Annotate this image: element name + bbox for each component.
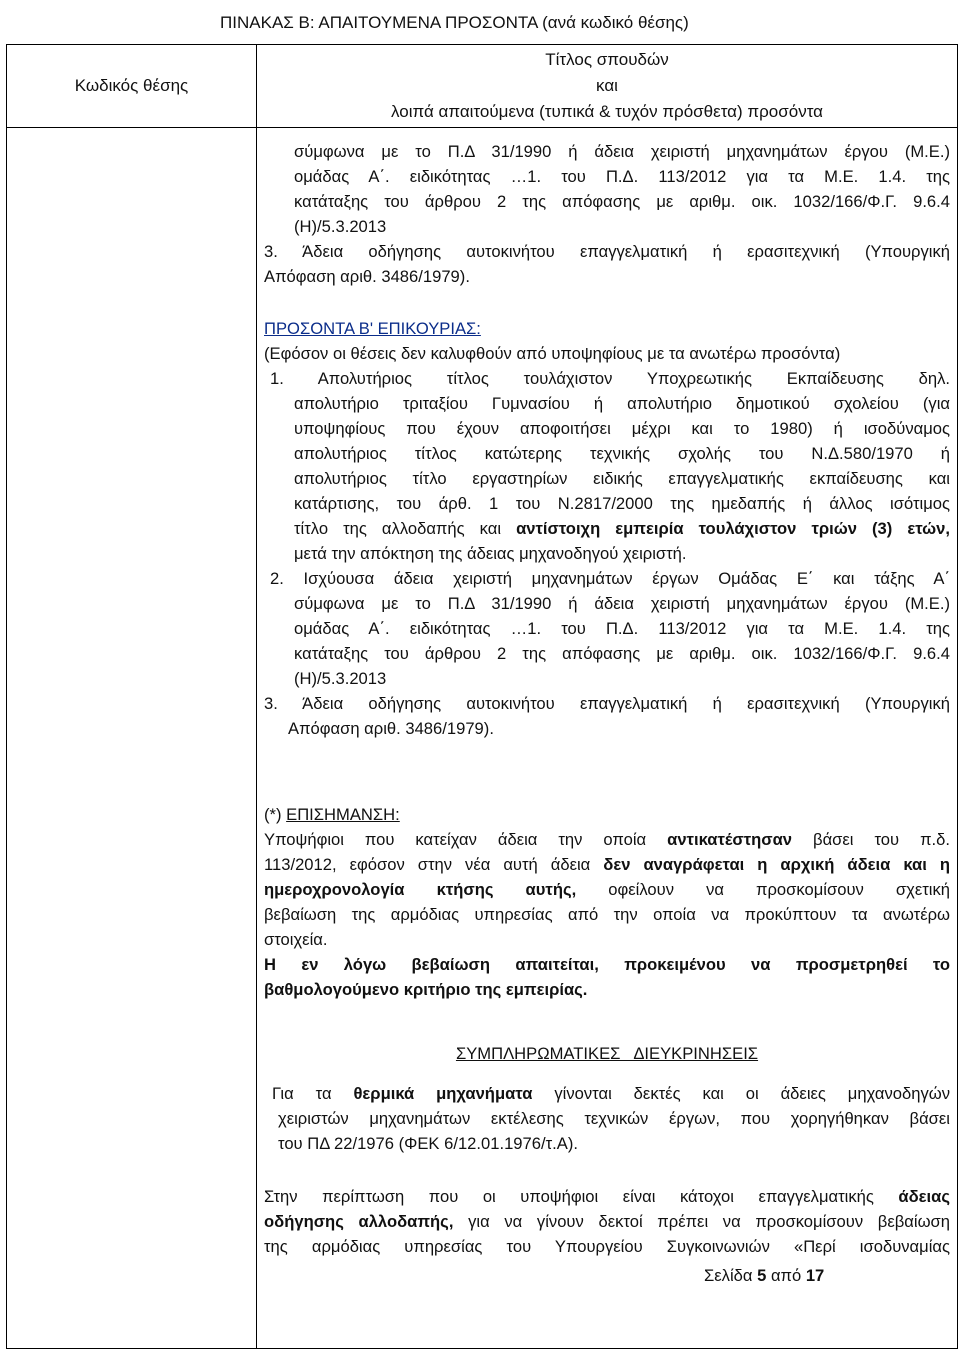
text-bold: άδειας [898,1187,950,1206]
text-line: της αρμόδιας υπηρεσίας του Υπουργείου Συγκοινωνιών «Περί ισοδυναμίας [264,1237,950,1256]
text-line [264,877,950,902]
footer-page-number: 5 [757,1266,767,1285]
text-line: σύμφωνα με το Π.Δ 31/1990 ή άδεια χειριστή μηχανημάτων έργου (Μ.Ε.) [294,594,950,613]
footer-mid: από [766,1266,806,1285]
text-line [264,977,950,1002]
text-line [264,1209,950,1234]
list-item: 3. Άδεια οδήγησης αυτοκινήτου επαγγελματική ή ερασιτεχνική (Υπουργική [264,694,950,713]
supplementary-block [264,1041,950,1066]
text-line [264,827,950,852]
footer-prefix: Σελίδα [704,1266,758,1285]
text-line: Απόφαση αριθ. 3486/1979). [264,267,470,286]
text-bold: ημεροχρονολογία κτήσης αυτής, [264,880,577,899]
table-header-row [7,45,958,128]
list-item: 2. Ισχύουσα άδεια χειριστή μηχανημάτων έργων Ομάδας Ε΄ και τάξης Α΄ [270,569,950,588]
text-line: του ΠΔ 22/1976 (ΦΕΚ 6/12.01.1976/τ.Α). [278,1134,578,1153]
notice-block [264,802,950,1002]
text-line [264,852,950,877]
supplementary-heading [264,1041,950,1066]
header-qualifications-line1: Τίτλος σπουδών [545,50,669,69]
text-line: 3. Άδεια οδήγησης αυτοκινήτου επαγγελματική ή ερασιτεχνική (Υπουργική [264,242,950,261]
text-line [264,1184,950,1209]
text-span: τίτλο της αλλοδαπής και [294,519,517,538]
text-line: μετά την απόκτηση της άδειας μηχανοδηγού χειριστή. [294,544,687,563]
secondary-qualifications-heading [264,316,950,341]
text-line: υποψηφίους που έχουν αποφοιτήσει μέχρι και το 1980) ή ισοδύναμος [294,419,950,438]
text-line: ομάδας Α΄. ειδικότητας …1. του Π.Δ. 113/2012 για τα Μ.Ε. 1.4. της [294,167,950,186]
text-line: απολυτήριος τίτλος κατώτερης τεχνικής σχολής του Ν.Δ.580/1970 ή [294,444,950,463]
footer-page-total: 17 [805,1266,825,1285]
list-item: 1. Απολυτήριος τίτλος τουλάχιστον Υποχρεωτικής Εκπαίδευσης δηλ. [270,369,950,388]
text-span: Στην περίπτωση που οι υποψήφιοι είναι κάτοχοι επαγγελματικής [264,1187,899,1206]
secondary-qualifications [264,316,950,741]
text-line [264,516,950,541]
text-span: Για τα [272,1084,354,1103]
text-line: κατάταξης του άρθρου 2 της απόφασης με αριθμ. οικ. 1032/166/Φ.Γ. 9.6.4 [294,192,950,211]
notice-title: ΕΠΙΣΗΜΑΝΣΗ: [286,805,400,824]
text-span: Υποψήφιοι που κατείχαν άδεια την οποία [264,830,668,849]
text-line: (Η)/5.3.2013 [294,217,387,236]
text-bold: θερμικά μηχανήματα [353,1084,533,1103]
text-line [264,952,950,977]
position-code-cell [7,128,257,1349]
page-title: ΠΙΝΑΚΑΣ Β: ΑΠΑΙΤΟΥΜΕΝΑ ΠΡΟΣΟΝΤΑ (ανά κωδικό θέσης) [220,13,689,32]
text-span: γίνονται δεκτές και οι άδειες μηχανοδηγών [532,1084,950,1103]
header-qualifications-line3: λοιπά απαιτούμενα (τυπικά & τυχόν πρόσθετα) προσόντα [391,102,823,121]
text-line: χειριστών μηχανημάτων εκτέλεσης τεχνικών έργων, που χορηγήθηκαν βάσει [278,1109,950,1128]
experience-requirement: αντίστοιχη εμπειρία τουλάχιστον τριών (3) ετών, [516,519,950,538]
thermal-machines-note [272,1081,950,1156]
header-position-code: Κωδικός θέσης [7,45,257,128]
text-line: Απόφαση αριθ. 3486/1979). [288,719,494,738]
text-line: κατάρτισης, του άρθ. 1 του Ν.2817/2000 της ημεδαπής ή άλλος ισότιμος [294,494,950,513]
text-line [272,1081,950,1106]
text-bold: δεν αναγράφεται η αρχική άδεια και η [603,855,950,874]
text-bold: οδήγησης αλλοδαπής, [264,1212,454,1231]
text-line: κατάταξης του άρθρου 2 της απόφασης με αριθμ. οικ. 1032/166/Φ.Γ. 9.6.4 [294,644,950,663]
header-qualifications-line2: και [596,76,618,95]
header-qualifications [257,45,958,128]
notice-heading [264,802,950,827]
foreign-license-note [264,1184,950,1259]
text-line: στοιχεία. [264,930,328,949]
secondary-qualifications-note: (Εφόσον οι θέσεις δεν καλυφθούν από υποψηφίους με τα ανωτέρω προσόντα) [264,344,841,363]
text-bold: αντικατέστησαν [667,830,793,849]
text-line: απολυτήριος τίτλο εργαστηρίων ειδικής επαγγελματικής εκπαίδευσης και [294,469,950,488]
text-span: για να γίνουν δεκτοί πρέπει να προσκομίσουν βεβαίωση [453,1212,950,1231]
text-bold: Η εν λόγω βεβαίωση απαιτείται, προκειμένου να προσμετρηθεί το [264,955,950,974]
heading-text: ΠΡΟΣΟΝΤΑ Β' ΕΠΙΚΟΥΡΙΑΣ: [264,319,481,338]
text-line: βεβαίωση της αρμόδιας υπηρεσίας από την οποία να προκύπτουν τα ανωτέρω [264,905,950,924]
text-span: 113/2012, εφόσον στην νέα αυτή άδεια [264,855,604,874]
text-line: σύμφωνα με το Π.Δ 31/1990 ή άδεια χειριστή μηχανημάτων έργου (Μ.Ε.) [294,142,950,161]
text-bold: βαθμολογούμενο κριτήριο της εμπειρίας. [264,980,588,999]
requirements-continuation [264,139,950,289]
text-line: απολυτήριο τριταξίου Γυμνασίου ή απολυτήριο δημοτικού σχολείου (για [294,394,950,413]
text-span: βάσει του π.δ. [792,830,950,849]
page-footer [704,1266,824,1286]
notice-prefix: (*) [264,805,287,824]
text-span: οφείλουν να προσκομίσουν σχετική [576,880,951,899]
text-line: (Η)/5.3.2013 [294,669,387,688]
supplementary-title: ΣΥΜΠΛΗΡΩΜΑΤΙΚΕΣ ΔΙΕΥΚΡΙΝΗΣΕΙΣ [455,1044,759,1063]
text-line: ομάδας Α΄. ειδικότητας …1. του Π.Δ. 113/2012 για τα Μ.Ε. 1.4. της [294,619,950,638]
